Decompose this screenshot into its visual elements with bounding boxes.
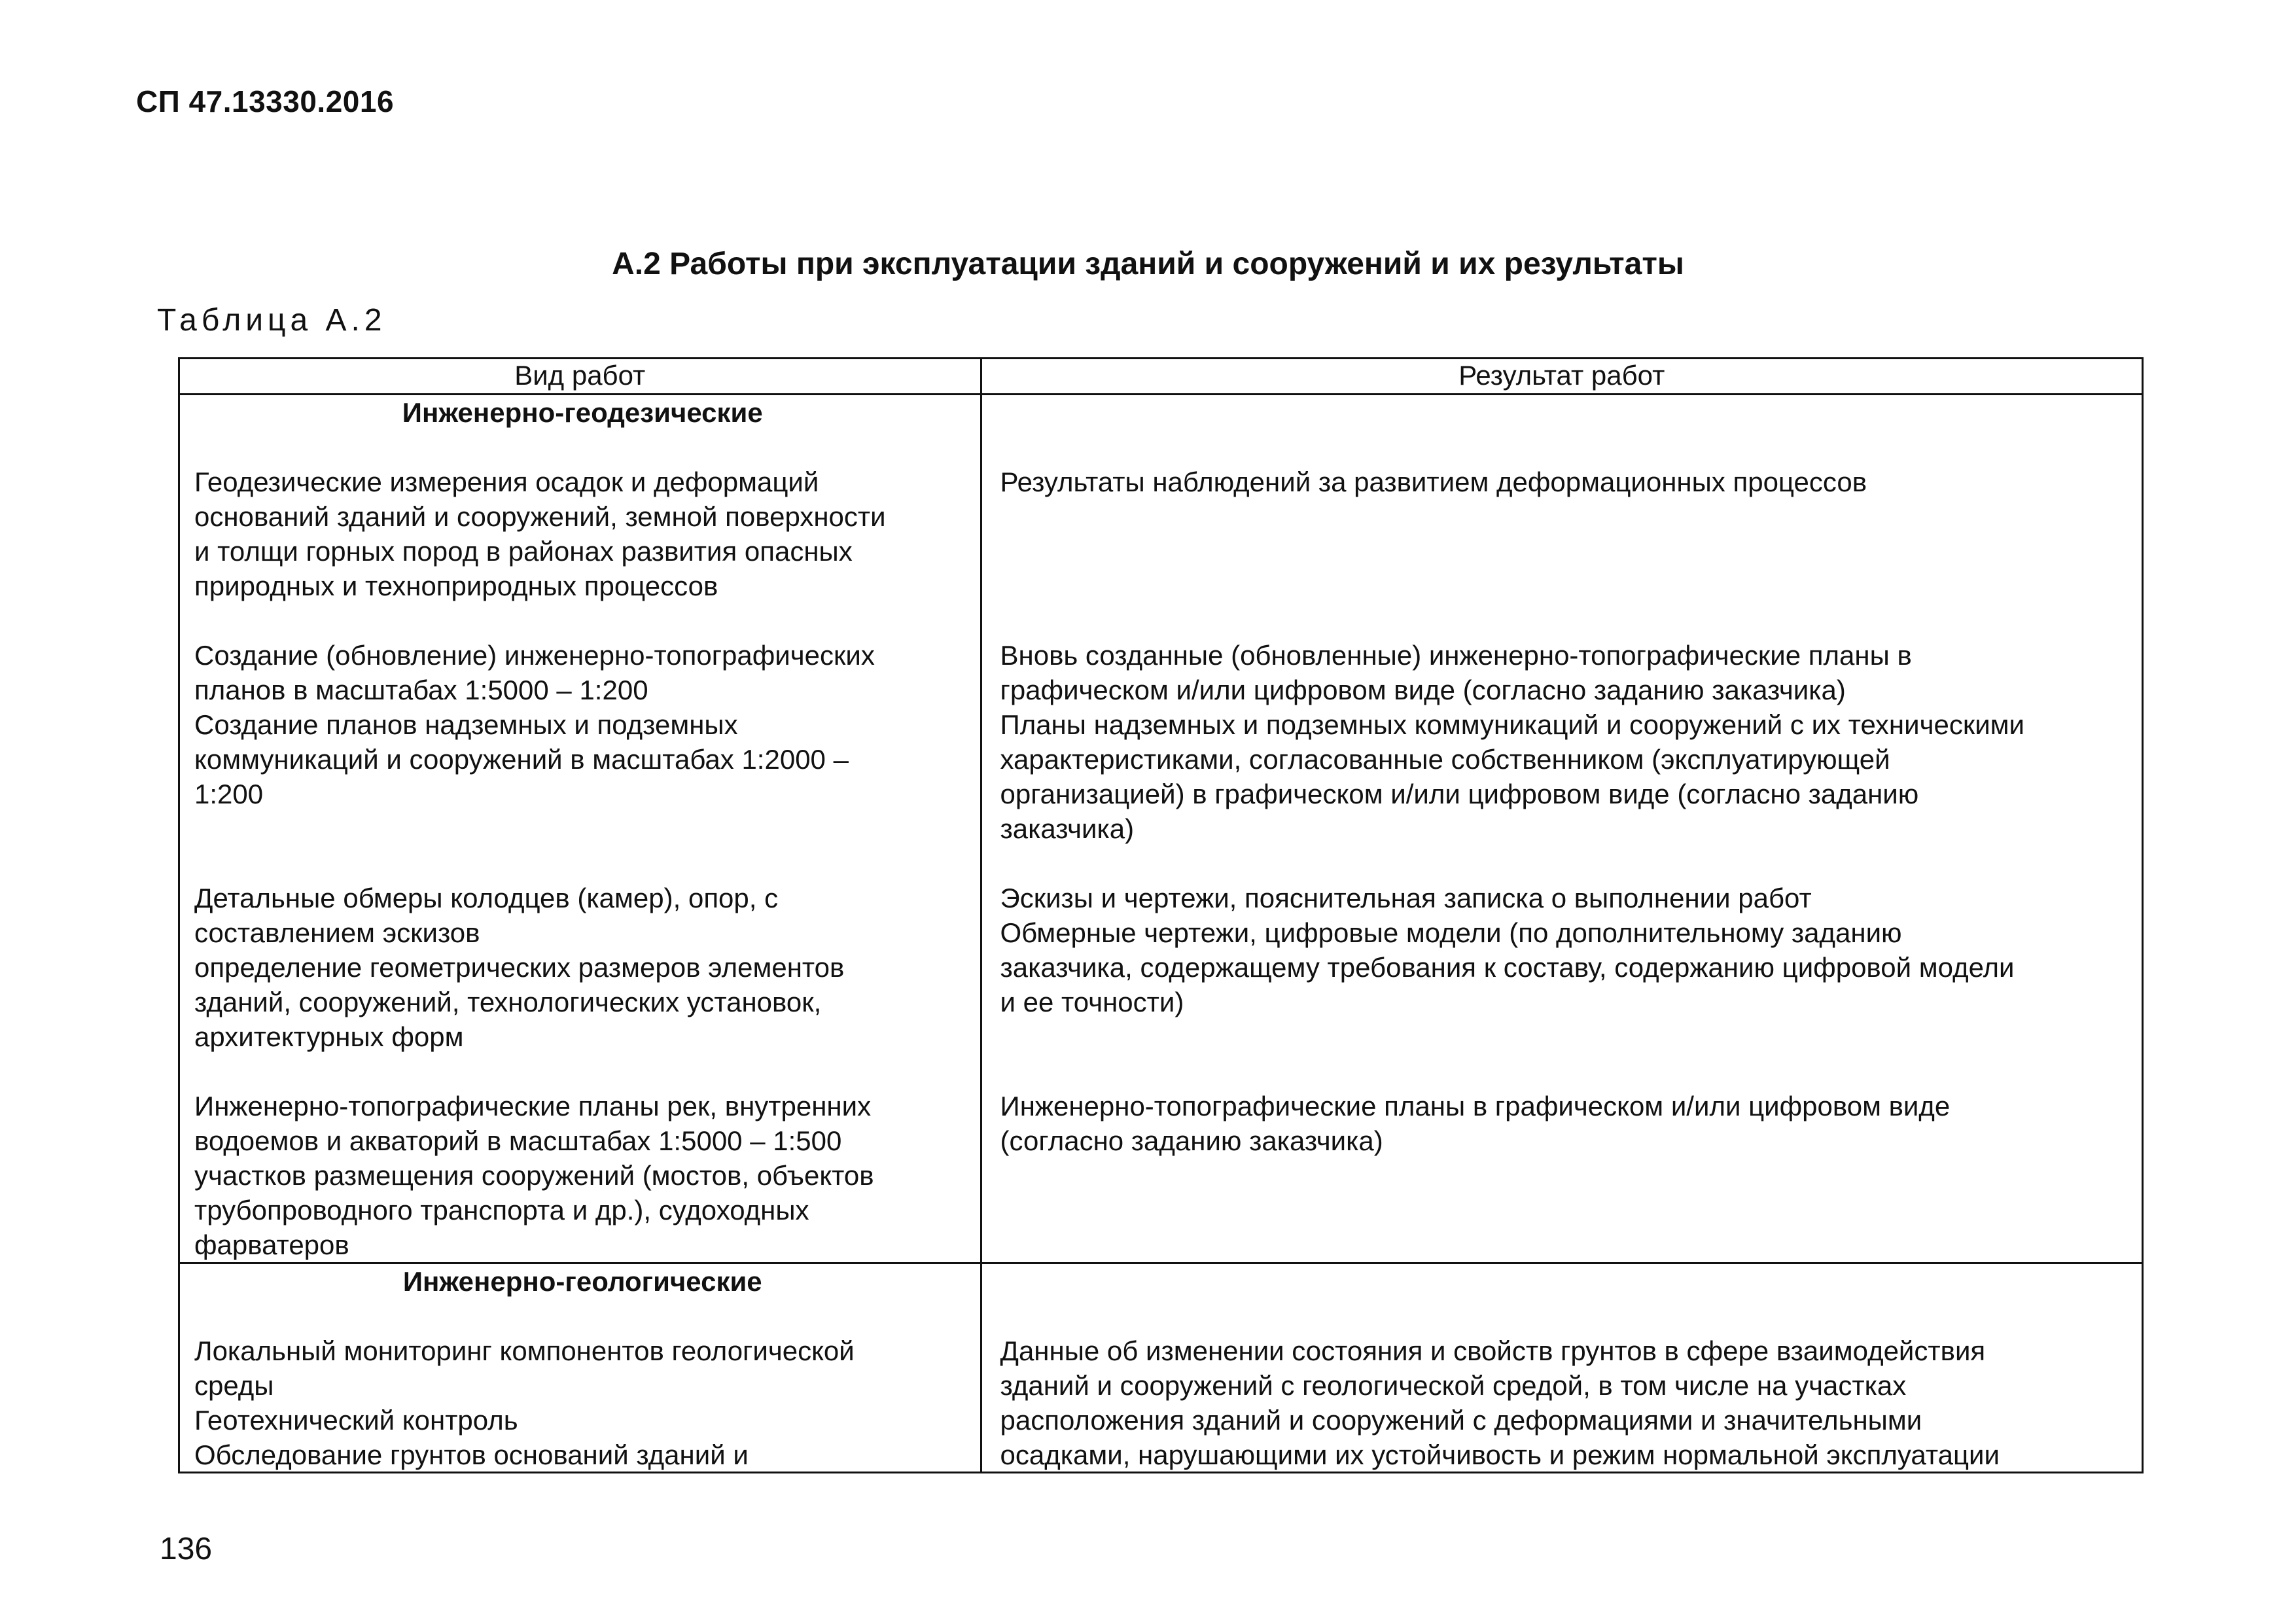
text-line: (согласно заданию заказчика) bbox=[1000, 1125, 1383, 1156]
text-line: среды bbox=[194, 1370, 274, 1401]
text-line: Создание планов надземных и подземных bbox=[194, 709, 738, 740]
work-type-cell bbox=[180, 395, 981, 1263]
table-row-group-geological bbox=[180, 1263, 2142, 1473]
text-line: оснований зданий и сооружений, земной поверхности bbox=[194, 501, 886, 532]
text-line: Создание (обновление) инженерно-топографических bbox=[194, 640, 875, 671]
section-title: А.2 Работы при эксплуатации зданий и сооружений и их результаты bbox=[612, 247, 1684, 281]
text-line: составлением эскизов bbox=[194, 917, 480, 948]
result-item bbox=[1000, 881, 2133, 1054]
column-header-work-type: Вид работ bbox=[180, 359, 981, 395]
work-item bbox=[194, 465, 971, 603]
work-item bbox=[194, 1333, 971, 1472]
text-line: Геотехнический контроль bbox=[194, 1405, 518, 1436]
text-line: и ее точности) bbox=[1000, 987, 1184, 1017]
table-label: Таблица А.2 bbox=[157, 303, 387, 338]
text-line: организацией) в графическом и/или цифровом виде (согласно заданию bbox=[1000, 779, 1919, 809]
text-line: архитектурных форм bbox=[194, 1021, 464, 1052]
text-line: 1:200 bbox=[194, 779, 264, 809]
text-line: зданий и сооружений с геологической средой, в том числе на участках bbox=[1000, 1370, 1907, 1401]
result-item bbox=[1000, 638, 2133, 846]
text-line: водоемов и акваторий в масштабах 1:5000 – 1:500 bbox=[194, 1125, 842, 1156]
text-line: Локальный мониторинг компонентов геологической bbox=[194, 1335, 855, 1366]
text-line: Геодезические измерения осадок и деформаций bbox=[194, 467, 819, 497]
text-line: заказчика, содержащему требования к составу, содержанию цифровой модели bbox=[1000, 952, 2015, 983]
column-header-work-result: Результат работ bbox=[981, 359, 2142, 395]
text-line: расположения зданий и сооружений с деформациями и значительными bbox=[1000, 1405, 1922, 1436]
result-item bbox=[1000, 1089, 2133, 1158]
text-line: характеристиками, согласованные собственником (эксплуатирующей bbox=[1000, 744, 1890, 775]
text-line: Эскизы и чертежи, пояснительная записка о выполнении работ bbox=[1000, 883, 1812, 913]
text-line: Данные об изменении состояния и свойств грунтов в сфере взаимодействия bbox=[1000, 1335, 1986, 1366]
table-row-group-geodetic bbox=[180, 395, 2142, 1263]
text-line: Обследование грунтов оснований зданий и bbox=[194, 1439, 749, 1470]
text-line: трубопроводного транспорта и др.), судоходных bbox=[194, 1195, 809, 1225]
work-item bbox=[194, 638, 971, 846]
text-line: заказчика) bbox=[1000, 813, 1135, 844]
text-line: зданий, сооружений, технологических установок, bbox=[194, 987, 822, 1017]
works-table bbox=[178, 357, 2144, 1473]
text-line: фарватеров bbox=[194, 1229, 349, 1260]
text-line: осадками, нарушающими их устойчивость и режим нормальной эксплуатации bbox=[1000, 1439, 2000, 1470]
text-line: Инженерно-топографические планы рек, внутренних bbox=[194, 1091, 872, 1121]
group-title-geodetic: Инженерно-геодезические bbox=[402, 397, 763, 428]
text-line: коммуникаций и сооружений в масштабах 1:2000 – bbox=[194, 744, 849, 775]
text-line: и толщи горных пород в районах развития опасных bbox=[194, 536, 853, 567]
work-result-cell bbox=[981, 1263, 2142, 1473]
text-line: Инженерно-топографические планы в графическом и/или цифровом виде bbox=[1000, 1091, 1951, 1121]
text-line: Планы надземных и подземных коммуникаций и сооружений с их техническими bbox=[1000, 709, 2024, 740]
text-line: графическом и/или цифровом виде (согласно заданию заказчика) bbox=[1000, 675, 1846, 705]
result-item bbox=[1000, 465, 2133, 603]
text-line: участков размещения сооружений (мостов, объектов bbox=[194, 1160, 874, 1191]
text-line: Результаты наблюдений за развитием деформационных процессов bbox=[1000, 467, 1867, 497]
text-line: планов в масштабах 1:5000 – 1:200 bbox=[194, 675, 648, 705]
text-line: Детальные обмеры колодцев (камер), опор, с bbox=[194, 883, 779, 913]
page-number: 136 bbox=[160, 1532, 213, 1566]
text-line: природных и техноприродных процессов bbox=[194, 571, 718, 601]
text-line: определение геометрических размеров элементов bbox=[194, 952, 845, 983]
group-title-geological: Инженерно-геологические bbox=[402, 1266, 762, 1297]
table-header-row bbox=[180, 359, 2142, 395]
text-line: Обмерные чертежи, цифровые модели (по дополнительному заданию bbox=[1000, 917, 1902, 948]
work-result-cell bbox=[981, 395, 2142, 1263]
work-item bbox=[194, 881, 971, 1054]
work-item bbox=[194, 1089, 971, 1262]
text-line: Вновь созданные (обновленные) инженерно-топографические планы в bbox=[1000, 640, 1912, 671]
result-item bbox=[1000, 1333, 2133, 1472]
document-code: СП 47.13330.2016 bbox=[136, 84, 395, 118]
work-type-cell bbox=[180, 1263, 981, 1473]
